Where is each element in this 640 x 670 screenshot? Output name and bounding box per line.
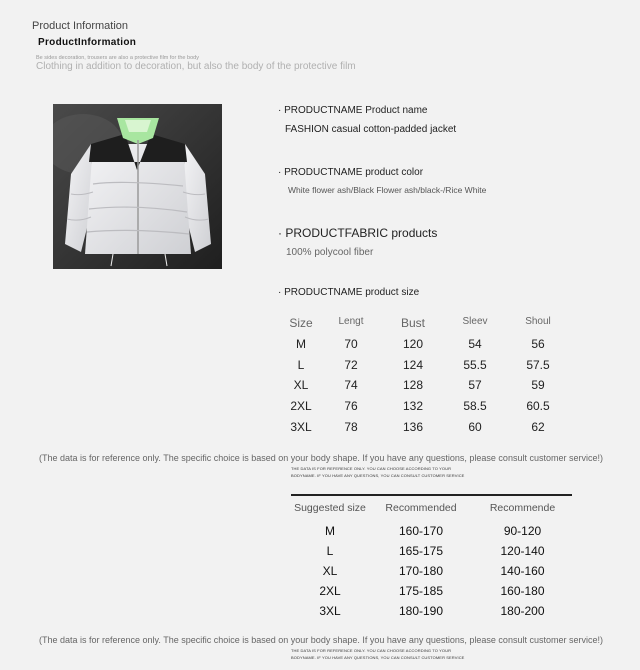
header-cell: Shoul	[525, 316, 551, 327]
table-cell: 60.5	[526, 399, 550, 413]
micro-note: THE DATA IS FOR REFERENCE ONLY. YOU CAN CHOOSE ACCORDING TO YOUR	[291, 648, 452, 653]
table-row	[280, 378, 572, 392]
table-cell: L	[326, 544, 334, 558]
table-cell: 180-190	[398, 604, 444, 618]
jacket-photo	[53, 104, 222, 269]
table-cell: L	[297, 358, 305, 372]
header-cell: Lengt	[338, 316, 364, 327]
table-row	[280, 358, 572, 372]
table-cell: 76	[344, 399, 358, 413]
table-cell: XL	[293, 378, 309, 392]
table-cell: 165-175	[398, 544, 444, 558]
table-row	[291, 544, 572, 558]
table-divider	[291, 494, 572, 496]
section-title: Product Information	[32, 20, 128, 32]
section-title-bold: ProductInformation	[38, 37, 137, 48]
product-fabric-label: · PRODUCTFABRIC products	[278, 226, 437, 240]
table-cell: 175-185	[398, 584, 444, 598]
table-cell: 70	[344, 337, 358, 351]
table-cell: 3XL	[290, 420, 312, 434]
table-cell: 57	[468, 378, 482, 392]
table-row	[280, 399, 572, 413]
table-cell: 59	[531, 378, 545, 392]
reference-note: (The data is for reference only. The specific choice is based on your body shape. If you have any questions, please consult customer service!)	[39, 635, 603, 645]
table-row	[280, 337, 572, 351]
table-row	[291, 584, 572, 598]
header-cell: Recommende	[489, 502, 556, 514]
micro-note: THE DATA IS FOR REFERENCE ONLY. YOU CAN CHOOSE ACCORDING TO YOUR	[291, 466, 452, 471]
table-cell: 160-180	[500, 584, 545, 598]
table-cell: 136	[402, 420, 424, 434]
table-cell: 2XL	[290, 399, 312, 413]
micro-note: BODYNAME. IF YOU HAVE ANY QUESTIONS, YOU CAN CONSULT CUSTOMER SERVICE	[291, 655, 465, 660]
table-cell: 124	[402, 358, 424, 372]
table-cell: 180-200	[500, 604, 545, 618]
product-fabric-value: 100% polycool fiber	[286, 247, 374, 258]
recommend-table-header	[291, 502, 572, 514]
table-row	[291, 604, 572, 618]
table-cell: 57.5	[526, 358, 550, 372]
size-table-header	[280, 316, 572, 330]
header-cell: Suggested size	[294, 502, 366, 514]
table-cell: 55.5	[463, 358, 487, 372]
table-cell: 160-170	[398, 524, 444, 538]
table-cell: 90-120	[503, 524, 542, 538]
table-cell: 140-160	[500, 564, 545, 578]
header-cell: Bust	[400, 316, 425, 330]
header-cell: Size	[289, 316, 313, 330]
product-color-label: · PRODUCTNAME product color	[278, 167, 423, 178]
table-cell: 62	[531, 420, 545, 434]
table-row	[280, 420, 572, 434]
table-cell: 56	[531, 337, 545, 351]
table-cell: 78	[344, 420, 358, 434]
tiny-caption: Be sides decoration, trousers are also a protective film for the body	[36, 55, 199, 61]
table-cell: 2XL	[319, 584, 341, 598]
table-row	[291, 564, 572, 578]
table-cell: 54	[468, 337, 482, 351]
product-name-value: FASHION casual cotton-padded jacket	[285, 124, 457, 135]
product-color-value: White flower ash/Black Flower ash/black-/Rice White	[288, 185, 487, 195]
table-cell: 60	[468, 420, 482, 434]
table-cell: 132	[402, 399, 424, 413]
reference-note: (The data is for reference only. The specific choice is based on your body shape. If you have any questions, please consult customer service!)	[39, 453, 603, 463]
product-name-label: · PRODUCTNAME Product name	[278, 105, 427, 116]
table-cell: 120	[402, 337, 424, 351]
micro-note: BODYNAME. IF YOU HAVE ANY QUESTIONS, YOU CAN CONSULT CUSTOMER SERVICE	[291, 473, 465, 478]
table-cell: 170-180	[398, 564, 444, 578]
section-subtitle: Clothing in addition to decoration, but also the body of the protective film	[36, 61, 356, 72]
table-cell: 3XL	[319, 604, 341, 618]
product-size-label: · PRODUCTNAME product size	[278, 287, 419, 298]
table-cell: 72	[344, 358, 358, 372]
table-cell: 74	[344, 378, 358, 392]
table-row	[291, 524, 572, 538]
jacket-illustration	[53, 104, 222, 269]
table-cell: M	[296, 337, 306, 351]
table-cell: 58.5	[463, 399, 487, 413]
table-cell: XL	[322, 564, 338, 578]
table-cell: 128	[402, 378, 424, 392]
table-cell: M	[325, 524, 335, 538]
table-cell: 120-140	[500, 544, 545, 558]
header-cell: Recommended	[385, 502, 457, 514]
header-cell: Sleev	[462, 316, 488, 327]
